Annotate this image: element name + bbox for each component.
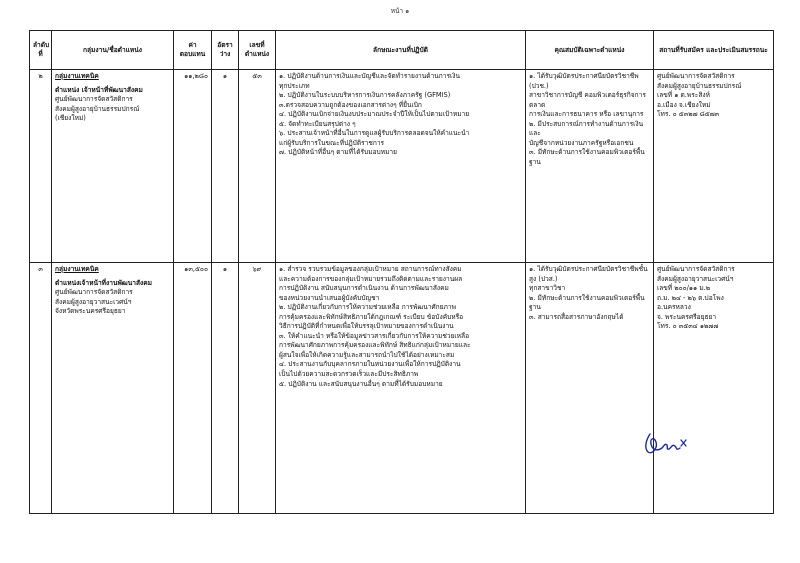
place-line: ศูนย์พัฒนาการจัดสวัสดิการ (657, 72, 735, 80)
qualification-line: สาขาวิชาการบัญชี คอมพิวเตอร์ธุรกิจการตลาด (529, 91, 646, 109)
unit-line: ศูนย์พัฒนาการจัดสวัสดิการ (55, 288, 133, 297)
salary-cell: ๑๓,๕๐๐ (174, 263, 212, 514)
unit-line: สังคมผู้สูงอายุบ้านธรรมปกรณ์ (55, 104, 140, 113)
qualification-line: ๑. ได้รับวุฒิบัตรประกาศนียบัตรวิชาชีพ (ปวช.) (529, 72, 639, 90)
group-title: กลุ่มงานเทคนิค (55, 72, 99, 80)
handwritten-signature (636, 428, 696, 458)
duty-line: วิธีการปฏิบัติที่กำหนดเพื่อให้บรรลุเป้าหมายของการดำเนินงาน (279, 322, 454, 331)
header-duties: ลักษณะงานที่ปฏิบัติ (276, 31, 526, 70)
place-line: สังคมผู้สูงอายุบ้านธรรมปกรณ์ (657, 81, 742, 90)
table-header-row (30, 31, 774, 70)
duty-line: ๓.ตรวจสอบความถูกต้องของเอกสารต่างๆ ที่ยื่นเบิก (279, 100, 422, 109)
qualification-line: ๒. มีทักษะด้านการใช้งานคอมพิวเตอร์พื้นฐาน (529, 293, 645, 312)
place-line: ศูนย์พัฒนาการจัดสวัสดิการ (657, 265, 735, 273)
position-number-cell: ๕๓ (239, 70, 276, 263)
qualification-line: ๓. สามารถสื่อสารภาษาอังกฤษได้ (529, 312, 624, 321)
duty-line: ๗. ปฏิบัติหน้าที่อื่นๆ ตามที่ได้รับมอบหมาย (279, 148, 397, 157)
group-cell (52, 70, 174, 263)
header-salary: ค่าตอบแทน (174, 31, 212, 70)
qualifications-cell (526, 70, 654, 263)
unit-line: ศูนย์พัฒนาการจัดสวัสดิการ (55, 95, 133, 104)
duty-line: ของหน่วยงานนำเสนอผู้บังคับบัญชา (279, 293, 380, 302)
duty-line: ๕. ปฏิบัติงาน และสนับสนุนงานอื่นๆ ตามที่ได้รับมอบหมาย (279, 379, 443, 388)
unit-line: สังคมผู้สูงอายุวาสนะเวศน์ฯ (55, 297, 132, 306)
duties-cell (276, 263, 526, 514)
header-vacancy: อัตราว่าง (212, 31, 239, 70)
duty-line: ๔. ประสานงานกับบุคลากรภายในหน่วยงานเพื่อให้การปฏิบัติงาน (279, 360, 461, 369)
page-number: หน้า ๑ (390, 7, 410, 15)
duty-line: ๓. ให้คำแนะนำ หรือให้ข้อมูลข่าวสารเกี่ยวกับการให้ความช่วยเหลือ (279, 331, 470, 340)
header-position-no: เลขที่ตำแหน่ง (239, 31, 276, 70)
unit-line: จังหวัดพระนครศรีอยุธยา (55, 307, 126, 316)
group-cell (52, 263, 174, 514)
qualification-line: ทุกสาขาวิชา (529, 284, 566, 293)
place-line: อ.เมือง จ.เชียงใหม่ (657, 100, 711, 109)
qualification-line: การเงินและการธนาคาร หรือ เลขานุการ (529, 110, 644, 119)
duty-line: การพัฒนาศักยภาพการคุ้มครองและพิทักษ์ สิทธิแก่กลุ่มเป้าหมายและ (279, 341, 471, 350)
position-number-cell: ๖๙ (239, 263, 276, 514)
row-number: ๒ (30, 70, 52, 263)
header-place: สถานที่รับสมัคร และประเมินสมรรถนะ (654, 31, 774, 70)
qualification-line: ๓. มีทักษะด้านการใช้งานคอมพิวเตอร์พื้นฐาน (529, 148, 645, 166)
salary-cell: ๑๑,๒๘๐ (174, 70, 212, 263)
header-qualifications: คุณสมบัติเฉพาะตำแหน่ง (526, 31, 654, 70)
vacancy-cell: ๑ (212, 70, 239, 263)
place-line: เลขที่ ๒๐๐/๑๑ ม.๒ (657, 284, 711, 293)
table-row (30, 70, 774, 263)
place-line: จ. พระนครศรีอยุธยา (657, 312, 717, 321)
duty-line: ๒. ปฏิบัติงานเกี่ยวกับการให้ความช่วยเหลือ การพัฒนาศักยภาพ (279, 303, 456, 312)
duty-line: ๔. ปฏิบัติงานเบิกจ่ายเงินงบประมาณประจำปีให้เป็นไปตามเป้าหมาย (279, 110, 470, 119)
position-title: ตำแหน่ง เจ้าหน้าที่พัฒนาสังคม (55, 85, 143, 94)
duty-line: การคุ้มครองและพิทักษ์สิทธิภายใต้กฎเกณฑ์ ระเบียบ ข้อบังคับหรือ (279, 312, 464, 321)
duty-line: ๑. ปฏิบัติงานด้านการเงินและบัญชีและจัดทำรายงานด้านการเงิน (279, 72, 460, 80)
group-title: กลุ่มงานเทคนิค (55, 265, 99, 273)
duty-line: แก่ผู้รับบริการในขณะที่ปฏิบัติราชการ (279, 138, 385, 147)
place-cell (654, 70, 774, 263)
qualifications-cell (526, 263, 654, 514)
place-line: เลขที่ ๑ ต.พระสิงห์ (657, 91, 710, 100)
header-group: กลุ่มงาน/ชื่อตำแหน่ง (52, 31, 174, 70)
duty-line: ผู้สนใจเพื่อให้เกิดความรู้และสามารถนำไปใช้ได้อย่างเหมาะสม (279, 350, 455, 359)
table-row (30, 263, 774, 514)
qualification-line: ๒. มีประสบการณ์การทำงานด้านการเงินและ (529, 119, 644, 138)
place-line: อ.นครหลวง (657, 303, 691, 312)
place-line: โทร. ๐ ๕๓๒๗ ๘๕๗๓ (657, 110, 720, 119)
vacancy-cell: ๑ (212, 263, 239, 514)
duty-line: ๕. จัดทำทะเบียนสรุปต่าง ๆ (279, 119, 356, 128)
place-line: สังคมผู้สูงอายุวาสนะเวศน์ฯ (657, 274, 734, 283)
duties-cell (276, 70, 526, 263)
duty-line: ทุกประเภท (279, 81, 310, 90)
duty-line: ๑. สำรวจ รวบรวมข้อมูลของกลุ่มเป้าหมาย สถานการณ์ทางสังคม (279, 265, 462, 273)
row-number: ๓ (30, 263, 52, 514)
header-no: ลำดับที่ (30, 31, 52, 70)
place-line: โทร. ๐ ๓๕๓๔ ๑๒๗๗ (657, 322, 719, 331)
unit-line: (เชียงใหม่) (55, 114, 86, 123)
position-title: ตำแหน่งเจ้าหน้าที่งานพัฒนาสังคม (55, 278, 152, 287)
duty-line: ๒. ปฏิบัติงานในระบบบริหารการเงินการคลังภาครัฐ (GFMIS) (279, 91, 451, 100)
qualification-line: บัญชีจากหน่วยงานภาครัฐหรือเอกชน (529, 138, 634, 147)
duty-line: ๖. ประสานเจ้าหน้าที่อื่นในการดูแลผู้รับบริการตลอดจนให้คำแนะนำ (279, 129, 470, 138)
qualification-line: ๑. ได้รับวุฒิบัตรประกาศนียบัตรวิชาชีพชั้นสูง (ปวส.) (529, 265, 648, 283)
duty-line: การปฏิบัติงาน สนับสนุนการดำเนินงาน ด้านการพัฒนาสังคม (279, 284, 449, 293)
duty-line: และความต้องการของกลุ่มเป้าหมายรวมถึงติดตามและรายงานผล (279, 274, 463, 283)
place-cell (654, 263, 774, 514)
place-line: ถ.ม. ๒๔ - ๒๖ ต.บ่อโพง (657, 293, 724, 302)
duty-line: เป็นไปด้วยความสะดวกรวดเร็วและมีประสิทธิภาพ (279, 370, 419, 379)
